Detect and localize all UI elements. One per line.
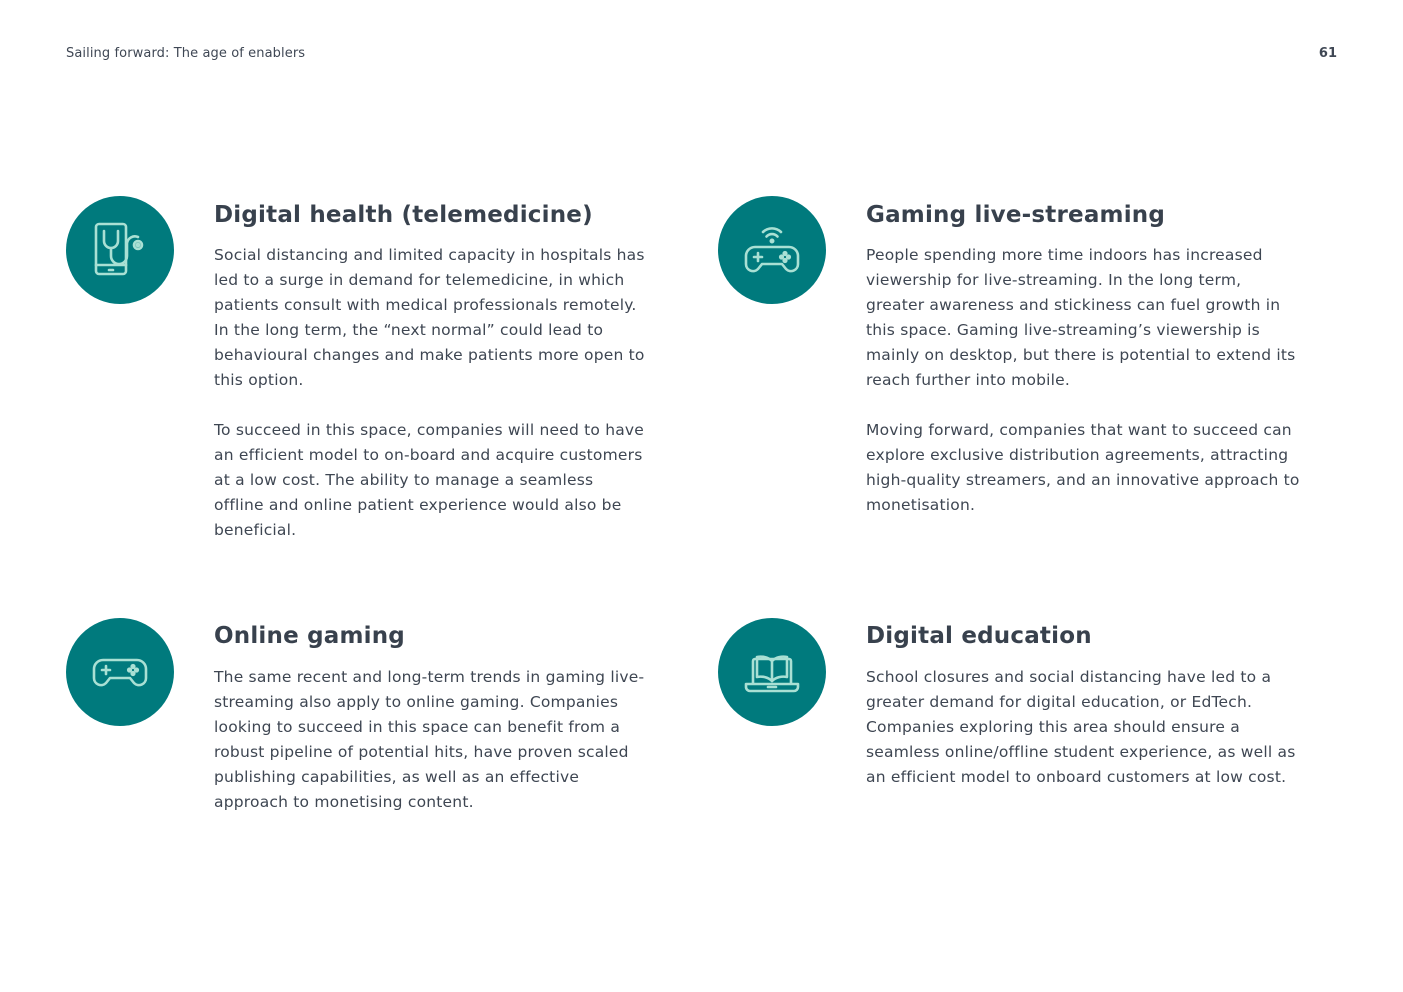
section-body: [214, 243, 646, 543]
section-paragraph: To succeed in this space, companies will need to have an efficient model to on-board and acquire customers at a low cost. The ability to manage a seamless offline and online patient experience would also be beneficial.: [214, 421, 645, 539]
streaming-gamepad-icon: [718, 196, 826, 304]
telemedicine-icon: [66, 196, 174, 304]
gamepad-icon: [66, 618, 174, 726]
page-number: 61: [1318, 46, 1337, 61]
page-header-title: Sailing forward: The age of enablers: [66, 46, 306, 61]
section-title: Digital education: [866, 623, 1092, 649]
section-body: [866, 665, 1303, 790]
section-paragraph: Moving forward, companies that want to succeed can explore exclusive distribution agreements, attracting high-quality streamers, and an innovative approach to monetisation.: [866, 421, 1300, 514]
section-paragraph: People spending more time indoors has increased viewership for live-streaming. In the long term, greater awareness and stickiness can fuel growth in this space. Gaming live-streaming’s viewership is mainly on desktop, but there is potential to extend its reach further into mobile.: [866, 246, 1296, 389]
section-body: [866, 243, 1303, 518]
section-title: Digital health (telemedicine): [214, 202, 593, 228]
section-title: Gaming live-streaming: [866, 202, 1166, 228]
section-paragraph: School closures and social distancing have led to a greater demand for digital education, or EdTech. Companies exploring this area should ensure a seamless online/offline student experience, as well as an efficient model to onboard customers at low cost.: [866, 668, 1296, 786]
section-body: [214, 665, 646, 815]
laptop-book-icon: [718, 618, 826, 726]
section-paragraph: Social distancing and limited capacity in hospitals has led to a surge in demand for telemedicine, in which patients consult with medical professionals remotely. In the long term, the “next normal” could lead to behavioural changes and make patients more open to this option.: [214, 246, 645, 389]
section-title: Online gaming: [214, 623, 405, 649]
section-paragraph: The same recent and long-term trends in gaming live-streaming also apply to online gaming. Companies looking to succeed in this space can benefit from a robust pipeline of potential hits, have proven scaled publishing capabilities, as well as an effective approach to monetising content.: [214, 668, 645, 811]
